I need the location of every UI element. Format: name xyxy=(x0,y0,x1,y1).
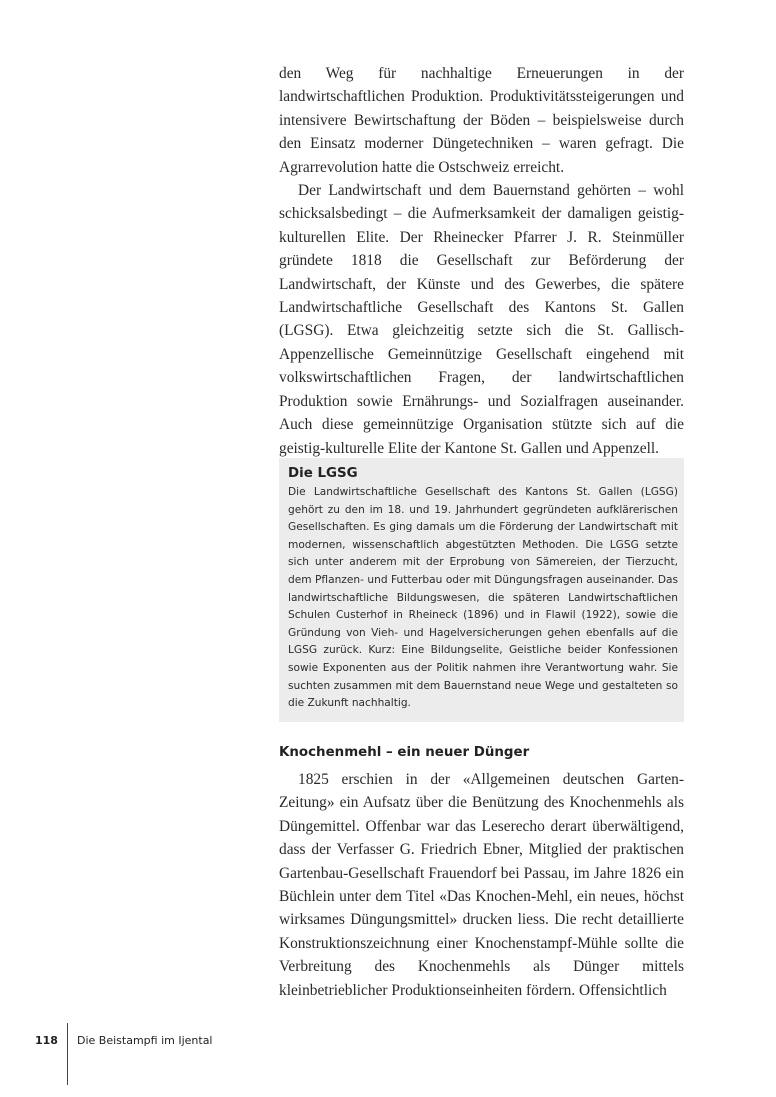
paragraph: 1825 erschien in der «Allgemeinen deutschen Garten-Zeitung» ein Aufsatz über die Benützung des Knochenmehls als Düngemittel. Offenbar war das Leserecho derart überwältigend, dass der Verfasser G. Friedrich Ebner, Mitglied der praktischen Gartenbau-Gesellschaft Frauendorf bei Passau, im Jahre 1826 ein Büchlein unter dem Titel «Das Knochen-Mehl, ein neues, höchst wirksames Düngungsmittel» drucken liess. Die recht detaillierte Konstruktionszeichnung einer Knochenstampf-Mühle sollte die Verbreitung des Knochenmehls als Dünger mittels kleinbetrieblicher Produktionseinheiten fördern. Offensichtlich xyxy=(279,771,684,999)
page-number: 118 xyxy=(35,1034,58,1047)
info-box xyxy=(279,458,684,722)
body-text-top xyxy=(279,62,684,460)
paragraph: den Weg für nachhaltige Erneuerungen in der landwirtschaftlichen Produktion. Produktivitätssteigerungen und intensivere Bewirtschaftung der Böden – beispielsweise durch den Einsatz moderner Düngetechniken – waren gefragt. Die Agrarrevolution hatte die Ostschweiz erreicht. xyxy=(279,65,684,176)
running-title: Die Beistampfi im Ijental xyxy=(77,1034,213,1047)
info-box-text: Die Landwirtschaftliche Gesellschaft des Kantons St. Gallen (LGSG) gehört zu den im 18. und 19. Jahrhundert gegründeten aufklärerischen Gesellschaften. Es ging damals um die Förderung der Landwirtschaft mit modernen, wissenschaftlich abgestützten Methoden. Die LGSG setzte sich unter anderem mit der Erprobung von Sämereien, der Tierzucht, dem Pflanzen- und Futterbau oder mit Düngungsfragen auseinander. Das landwirtschaftliche Bildungswesen, die späteren Landwirtschaftlichen Schulen Custerhof in Rheineck (1896) und in Flawil (1922), sowie die Gründung von Vieh- und Hagelversicherungen gehen ebenfalls auf die LGSG zurück. Kurz: Eine Bildungselite, Geistliche beider Konfessionen sowie Exponenten aus der Politik nahmen ihre Verantwortung wahr. Sie suchten zusammen mit dem Bauernstand neue Wege und gestalteten so die Zukunft nachhaltig. xyxy=(288,486,678,710)
section-heading: Knochenmehl – ein neuer Dünger xyxy=(279,745,530,760)
footer-divider xyxy=(67,1023,68,1085)
info-box-title: Die LGSG xyxy=(288,466,358,481)
paragraph: Der Landwirtschaft und dem Bauernstand gehörten – wohl schicksalsbedingt – die Aufmerksamkeit der damaligen geistig-kulturellen Elite. Der Rheinecker Pfarrer J. R. Steinmüller gründete 1818 die Gesellschaft zur Beförderung der Landwirtschaft, der Künste und des Gewerbes, die spätere Landwirtschaftliche Gesellschaft des Kantons St. Gallen (LGSG). Etwa gleichzeitig setzte sich die St. Gallisch-Appenzellische Gemeinnützige Gesellschaft eingehend mit volkswirtschaftlichen Fragen, der landwirtschaftlichen Produktion sowie Ernährungs- und Sozialfragen auseinander. Auch diese gemeinnützige Organisation stützte sich auf die geistig-kulturelle Elite der Kantone St. Gallen und Appenzell. xyxy=(279,182,684,457)
body-text-bottom xyxy=(279,768,684,1002)
